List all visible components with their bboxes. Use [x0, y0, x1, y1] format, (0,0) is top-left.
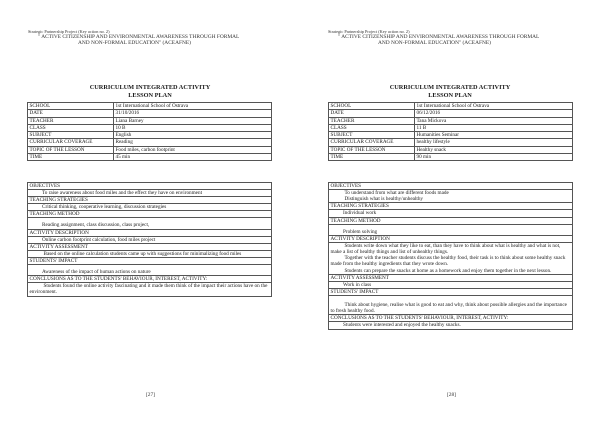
info-table [328, 102, 573, 161]
project-title-line: AND NON-FORMAL EDUCATION" (ACEAFNE) [78, 40, 191, 47]
section-label-assessment: ACTIVITY ASSESSMENT [329, 275, 572, 282]
section-label-objectives: OBJECTIVES [329, 183, 572, 190]
section-label-objectives: OBJECTIVES [28, 183, 271, 190]
info-key: CLASS [329, 124, 415, 131]
description-paragraph: Students write down what they like to eat, than they have to think about what is healthy and what is not, make a list of healthy things and list of unhealthy things. [330, 242, 561, 256]
info-value: healthy lifestyle [415, 139, 573, 146]
info-value: Tana Mickova [415, 117, 573, 124]
info-value: 06/12/2016 [415, 110, 573, 117]
section-text-impact: Think about hygiene, realise what is good to eat and why, think about possible allergies and the importance to fresh healthy food. [329, 296, 572, 315]
section-label-strategies: TEACHING STRATEGIES [329, 203, 572, 210]
page-header [328, 29, 539, 46]
project-line: Strategic Partnership Project (Key action no. 2) [328, 29, 410, 34]
info-key: TIME [28, 154, 114, 161]
info-value: 45 min [114, 154, 272, 161]
info-value: 10 B [114, 124, 272, 131]
info-key: SUBJECT [329, 132, 415, 139]
table-row [28, 103, 272, 110]
info-key: SCHOOL [329, 103, 415, 110]
info-value [114, 103, 272, 110]
section-text-strategies: Individual work [329, 210, 572, 217]
section-text-impact: Awareness of the impact of human actions on nature [28, 265, 271, 276]
section-text-objectives [329, 190, 572, 203]
section-label-description: ACTIVITY DESCRIPTION [28, 230, 271, 237]
info-key: TIME [329, 154, 415, 161]
info-value: 11 B [415, 124, 573, 131]
table-row [329, 154, 573, 161]
description-paragraph: Students can prepare the snacks at home as a homework and enjoy them together in the next lesson. [344, 267, 552, 274]
section-text-description: Online carbon footprint calculation, food miles project [28, 237, 271, 244]
table-row [329, 124, 573, 131]
lesson-details-box [27, 182, 272, 297]
info-value: 1st International School of Ostrava [415, 103, 573, 110]
section-label-impact: STUDENTS' IMPACT [28, 258, 271, 265]
project-title-line: " ACTIVE CITIZENSHIP AND ENVIRONMENTAL AWARENESS THROUGH FORMAL [38, 34, 240, 40]
info-key: DATE [329, 110, 415, 117]
section-label-description: ACTIVITY DESCRIPTION [329, 236, 572, 243]
table-row [28, 124, 272, 131]
table-row [28, 132, 272, 139]
section-text-method: Reading assignment, class discussion, class project, [28, 218, 271, 229]
info-key: TEACHER [329, 117, 415, 124]
section-label-assessment: ACTIVITY ASSESSMENT [28, 244, 271, 251]
page-number: [27] [146, 392, 155, 398]
info-value: 90 min [415, 154, 573, 161]
info-value: Food miles, carbon footprint [114, 146, 272, 153]
table-row [28, 154, 272, 161]
section-label-method: TEACHING METHOD [329, 218, 572, 225]
section-label-strategies: TEACHING STRATEGIES [28, 197, 271, 204]
title-line: CURRICULUM INTEGRATED ACTIVITY [89, 84, 211, 91]
table-row [28, 117, 272, 124]
page-header [28, 29, 239, 46]
info-key: TEACHER [28, 117, 114, 124]
description-paragraph: Together with the teacher students discuss the healthy food, their task is to think about some healthy snack made from the healthy ingredients that they wrote down. [330, 255, 566, 268]
info-value: Liana Barney [114, 117, 272, 124]
objective-item: To understand from what are different foods made [344, 190, 449, 196]
info-key: TOPIC OF THE LESSON [329, 146, 415, 153]
section-label-impact: STUDENTS' IMPACT [329, 289, 572, 296]
page-title [0, 84, 300, 100]
section-label-conclusions: CONCLUSIONS AS TO THE STUDENTS' BEHAVIOUR, INTEREST, ACTIVITY: [28, 276, 271, 283]
table-row [329, 139, 573, 146]
table-row [28, 139, 272, 146]
lesson-details-box [328, 182, 573, 330]
section-text-assessment: Work in class [329, 282, 572, 289]
info-table [27, 102, 272, 161]
table-row [28, 146, 272, 153]
table-row [329, 132, 573, 139]
subtitle-line: LESSON PLAN [428, 92, 472, 99]
section-text-method: Problem solving [329, 225, 572, 236]
page-number: [28] [447, 392, 456, 398]
objective-item: Distinguish what is healthy/unhealthy [344, 196, 424, 203]
section-text-assessment: Based on the online calculation students came up with suggestions for minimalizing food miles [28, 251, 271, 258]
table-row [329, 103, 573, 110]
section-text-conclusions: Students were interested and enjoyed the healthy snacks. [343, 322, 461, 329]
school-name: 1st International School of Ostrava [115, 103, 189, 109]
table-row [329, 110, 573, 117]
section-text-strategies: Critical thinking, cooperative learning, discussion strategies [28, 204, 271, 211]
info-key: CURRICULAR COVERAGE [28, 139, 114, 146]
project-title-line: " ACTIVE CITIZENSHIP AND ENVIRONMENTAL AWARENESS THROUGH FORMAL [338, 34, 540, 40]
info-key: CURRICULAR COVERAGE [329, 139, 415, 146]
info-key: CLASS [28, 124, 114, 131]
right-page [300, 0, 600, 424]
page-title [300, 84, 600, 100]
table-row [28, 110, 272, 117]
info-value: 31/10/2016 [114, 110, 272, 117]
table-row [329, 117, 573, 124]
info-key: SUBJECT [28, 132, 114, 139]
info-value: Humanities Seminar [415, 132, 573, 139]
section-label-method: TEACHING METHOD [28, 211, 271, 218]
section-text-objectives: To raise awareness about food miles and the effect they have on environment [28, 190, 271, 197]
project-title-line: AND NON-FORMAL EDUCATION" (ACEAFNE) [378, 40, 491, 47]
info-value: Reading [114, 139, 272, 146]
info-key: TOPIC OF THE LESSON [28, 146, 114, 153]
info-value: English [114, 132, 272, 139]
section-text-conclusions: Students found the online activity fascinating and it made them think of the impact their actions have on the environment. [29, 283, 268, 296]
info-key: SCHOOL [28, 103, 114, 110]
table-row [329, 146, 573, 153]
info-value: Healthy snack [415, 146, 573, 153]
info-key: DATE [28, 110, 114, 117]
section-label-conclusions: CONCLUSIONS AS TO THE STUDENTS' BEHAVIOUR, INTEREST, ACTIVITY: [329, 315, 572, 322]
project-line: Strategic Partnership Project (Key action no. 2) [28, 29, 110, 34]
section-text-description [329, 243, 572, 275]
subtitle-line: LESSON PLAN [128, 92, 172, 99]
title-line: CURRICULUM INTEGRATED ACTIVITY [389, 84, 511, 91]
